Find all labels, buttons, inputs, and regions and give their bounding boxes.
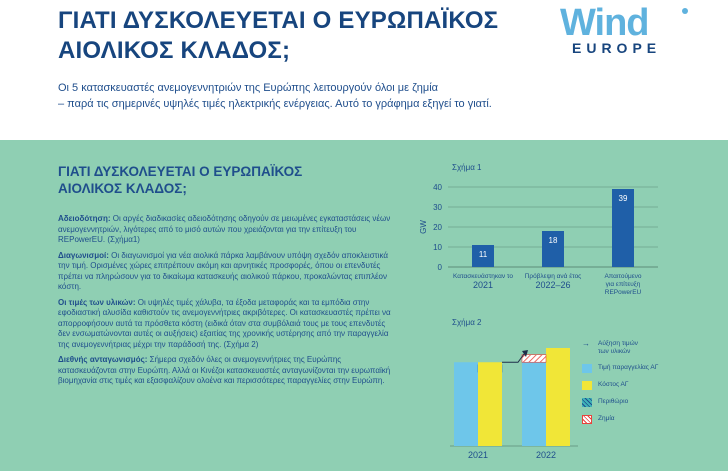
- panel-title-line-1: ΓΙΑΤΙ ΔΥΣΚΟΛΕΥΕΤΑΙ Ο ΕΥΡΩΠΑΪΚΟΣ: [58, 164, 303, 179]
- legend-label: Περιθώριο: [598, 398, 629, 405]
- legend-item-material-price-rise: [582, 340, 702, 362]
- x-tick-label: 2022–26: [535, 280, 571, 290]
- legend-item-cost: [582, 381, 702, 396]
- x-tick-label: 2021: [472, 280, 494, 290]
- logo-dot: [682, 8, 688, 14]
- subtitle-line-2: – παρά τις σημερινές υψηλές τιμές ηλεκτρικής ενέργειας. Αυτό το γράφημα εξηγεί το γιατί.: [58, 98, 492, 110]
- header: [0, 0, 728, 140]
- paragraph-body: Σήμερα σχεδόν όλες οι ανεμογεννήτριες της Ευρώπης κατασκευάζονται στην Ευρώπη. Αλλά οι Κινέζοι κατασκευαστές ανταγωνίζονται την ευρωπαϊκή βιομηχανία στις τιμές και εξασφαλίζουν ολοένα και περισσότερες παραγγελίες στην Ευρώπη.: [58, 355, 391, 385]
- bar-value-label: 39: [618, 194, 628, 203]
- figure-2-title: Σχήμα 2: [452, 318, 482, 327]
- x-tick-label: Απαιτούμενο: [604, 273, 642, 280]
- y-tick-label: 30: [433, 203, 442, 212]
- legend-label: των υλικών: [598, 348, 631, 355]
- legend-swatch: [582, 398, 592, 407]
- cost-bar: [546, 348, 570, 446]
- legend-item-loss: [582, 415, 702, 430]
- explanation-text: [58, 214, 398, 392]
- legend-label: Τιμή παραγγελίας ΑΓ: [598, 364, 659, 371]
- bar-value-label: 11: [478, 250, 488, 259]
- legend-item-margin: [582, 398, 702, 413]
- legend-label: Κόστος ΑΓ: [598, 381, 629, 388]
- y-tick-label: 20: [433, 223, 442, 232]
- paragraph-body: Οι υψηλές τιμές χάλυβα, τα έξοδα μεταφοράς και τα εμπόδια στην εφοδιαστική αλυσίδα καθιστούν τις ανεμογεννήτριες ακριβότερες. Οι κατασκευαστές πρέπει να απορροφήσουν αυτά τα πρόσθετα κόστη (ειδικά όταν στα συμβόλαιά τους με τους επενδυτές δεν ενσωματώνονται αυτές οι αυξήσεις) εξαιτίας της χρονικής υστέρησης από την παραγγελία της ανεμογεννήτριας μέχρι την παράδοσή της. (Σχήμα 2): [58, 297, 391, 349]
- paragraph-body: Οι αργές διαδικασίες αδειοδότησης οδηγούν σε μειωμένες εγκαταστάσεις νέων ανεμογεννητριών, λιγότερες από το μισό αυτών που χρειάζονται για την επίτευξη του REPowerEU. (Σχήμα1): [58, 214, 391, 244]
- windeurope-logo: [560, 2, 700, 58]
- page-title: [58, 6, 498, 66]
- paragraph-heading: Αδειοδότηση:: [58, 214, 111, 223]
- bar-value-label: 18: [548, 236, 558, 245]
- page-subtitle: [58, 80, 492, 112]
- legend-swatch: [582, 415, 592, 424]
- arrow-icon: →: [582, 339, 590, 348]
- page-title-line-2: ΑΙΟΛΙΚΟΣ ΚΛΑΔΟΣ;: [58, 37, 291, 64]
- x-tick-label: 2021: [467, 450, 489, 460]
- x-tick-label: Κατασκευάστηκαν το: [453, 273, 513, 280]
- legend-item-order-price: [582, 364, 702, 379]
- order-price-bar: [454, 362, 478, 446]
- page-title-line-1: ΓΙΑΤΙ ΔΥΣΚΟΛΕΥΕΤΑΙ Ο ΕΥΡΩΠΑΪΚΟΣ: [58, 7, 499, 34]
- x-tick-label: Πρόβλεψη ανά έτος: [524, 273, 582, 280]
- legend-swatch: [582, 381, 592, 390]
- y-axis-label: GW: [419, 220, 428, 234]
- cost-bar: [478, 362, 502, 446]
- y-tick-label: 40: [433, 183, 442, 192]
- x-tick-label: 2022: [535, 450, 557, 460]
- panel-title: [58, 163, 302, 197]
- paragraph-heading: Οι τιμές των υλικών:: [58, 297, 136, 307]
- y-tick-label: 10: [433, 243, 442, 252]
- figure-2-stacked-chart: [438, 328, 583, 468]
- x-tick-label: REPowerEU: [604, 289, 642, 296]
- paragraph-body: Οι διαγωνισμοί για νέα αιολικά πάρκα λαμβάνουν υπόψη σχεδόν αποκλειστικά την τιμή. Ορισμένες χώρες επιτρέπουν ακόμη και αρνητικές προσφορές, όπου οι επενδυτές πρέπει να πληρώσουν για το δικαίωμα κατασκευής αιολικού πάρκου, προκαλώντας επιπλέον κόστη.: [58, 250, 388, 291]
- y-tick-label: 0: [437, 263, 442, 272]
- panel-title-line-2: ΑΙΟΛΙΚΟΣ ΚΛΑΔΟΣ;: [58, 181, 187, 196]
- figure-1-title: Σχήμα 1: [452, 163, 482, 172]
- paragraph-permitting: [58, 214, 398, 246]
- legend-label: Ζημία: [598, 415, 615, 422]
- paragraph-heading: Διεθνής ανταγωνισμός:: [58, 355, 148, 364]
- paragraph-competition: [58, 355, 398, 387]
- legend-swatch: [582, 364, 592, 373]
- x-tick-label: για επίτευξη: [605, 281, 641, 288]
- order-price-bar: [522, 362, 546, 446]
- figure-1-bar-chart: [418, 172, 668, 307]
- subtitle-line-1: Οι 5 κατασκευαστές ανεμογεννητριών της Ευρώπης λειτουργούν όλοι με ζημία: [58, 82, 439, 94]
- logo-subword: EUROPE: [572, 40, 662, 56]
- paragraph-auctions: [58, 251, 398, 293]
- legend-label: Αύξηση τιμών: [598, 340, 638, 347]
- logo-word: Wind: [560, 2, 649, 44]
- paragraph-materials: [58, 298, 398, 351]
- figure-2-legend: [582, 340, 702, 432]
- paragraph-heading: Διαγωνισμοί:: [58, 250, 109, 260]
- price-rise-arrow: [502, 354, 524, 362]
